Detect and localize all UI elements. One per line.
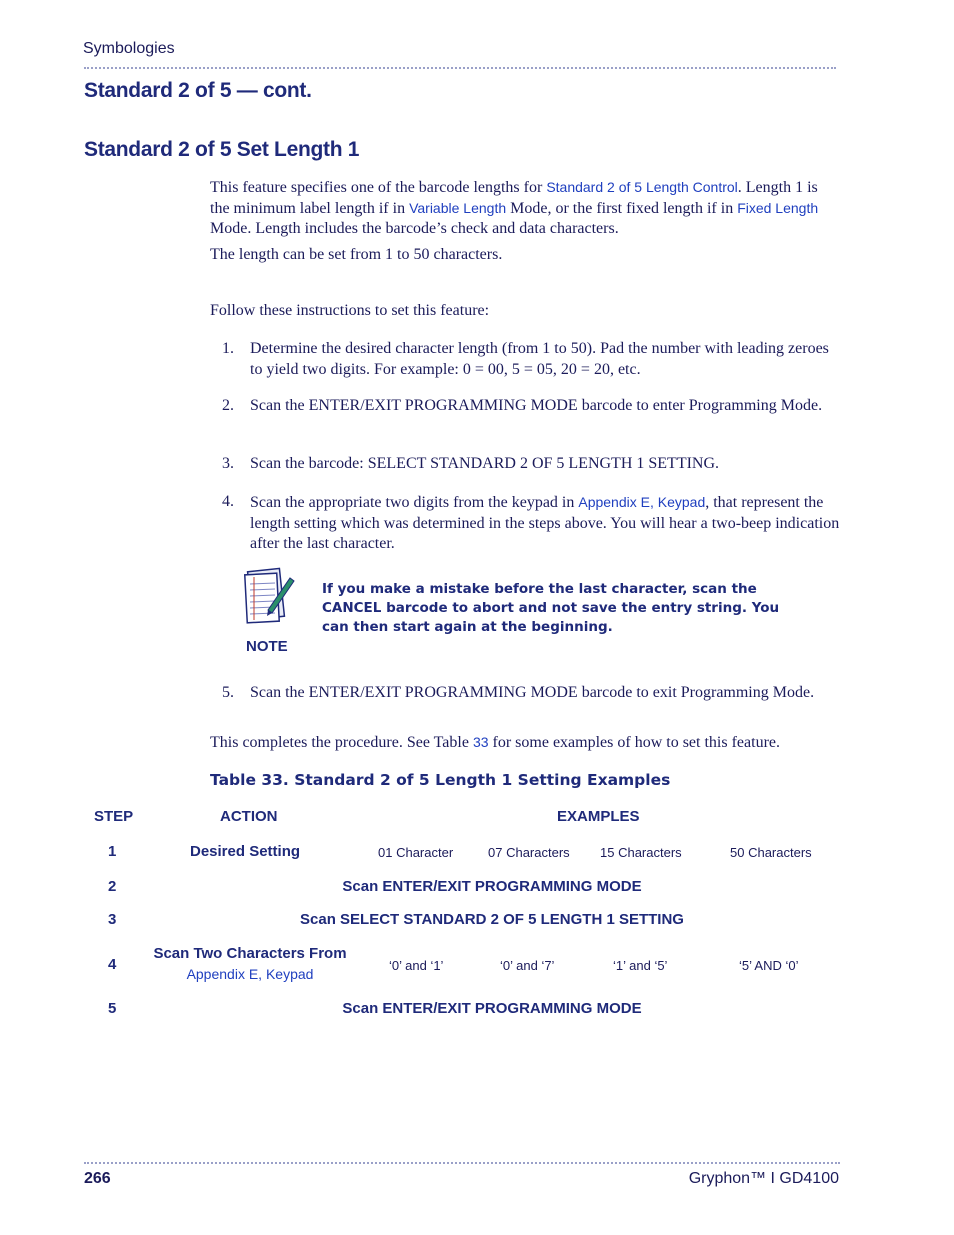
note-label: NOTE xyxy=(246,638,288,655)
range-paragraph: The length can be set from 1 to 50 characters. xyxy=(210,246,503,263)
table-row-4-example-2: ‘0’ and ‘7’ xyxy=(500,958,555,973)
step-text: Scan the ENTER/EXIT PROGRAMMING MODE barcode to exit Programming Mode. xyxy=(250,684,815,701)
table-header-examples: EXAMPLES xyxy=(557,808,640,825)
table-row-1-example-3: 15 Characters xyxy=(600,845,682,860)
section-label: Symbologies xyxy=(83,40,175,57)
heading-feature: Standard 2 of 5 Set Length 1 xyxy=(84,138,360,161)
step-text: Determine the desired character length (from 1 to 50). Pad the number with leading zeroes to yield two digits. For example: 0 = 00, 5 = 05, 20 = 20, etc. xyxy=(250,340,829,378)
table-row-4-example-1: ‘0’ and ‘1’ xyxy=(389,958,444,973)
table-row-1-step: 1 xyxy=(108,843,117,860)
link-length-control[interactable]: Standard 2 of 5 Length Control xyxy=(546,179,738,195)
table-row-4-example-4: ‘5’ AND ‘0’ xyxy=(739,958,799,973)
step-number: 1. xyxy=(222,340,234,357)
table-row-3-action: Scan SELECT STANDARD 2 OF 5 LENGTH 1 SETTING xyxy=(300,911,684,928)
table-row-3-step: 3 xyxy=(108,911,117,928)
table-row-4-step: 4 xyxy=(108,956,117,973)
completion-paragraph xyxy=(210,732,840,753)
table-row-5-action: Scan ENTER/EXIT PROGRAMMING MODE xyxy=(342,1000,642,1017)
table-row-5-step: 5 xyxy=(108,1000,117,1017)
link-variable-length[interactable]: Variable Length xyxy=(409,200,507,216)
link-appendix-keypad-table[interactable]: Appendix E, Keypad xyxy=(186,966,314,982)
step-1 xyxy=(222,339,842,381)
product-name: Gryphon™ I GD4100 xyxy=(688,1170,839,1187)
intro-text-a: This feature specifies one of the barcode lengths for xyxy=(210,179,547,196)
step-3 xyxy=(222,454,842,476)
step-number: 5. xyxy=(222,684,234,701)
link-appendix-keypad[interactable]: Appendix E, Keypad xyxy=(578,494,706,510)
step-text: Scan the barcode: SELECT STANDARD 2 OF 5 LENGTH 1 SETTING. xyxy=(250,455,720,472)
intro-text-c: Mode, or the first fixed length if in xyxy=(506,200,738,217)
step-number: 4. xyxy=(222,493,234,510)
link-table-33[interactable]: 33 xyxy=(472,734,489,750)
heading-cont: Standard 2 of 5 — cont. xyxy=(84,79,312,102)
header-divider xyxy=(84,67,836,69)
step-4 xyxy=(222,492,842,554)
table-title: Table 33. Standard 2 of 5 Length 1 Setting Examples xyxy=(210,771,671,789)
step-2 xyxy=(222,396,842,438)
step-text: Scan the ENTER/EXIT PROGRAMMING MODE barcode to enter Programming Mode. xyxy=(250,397,823,414)
step-number: 2. xyxy=(222,397,234,414)
table-header-action: ACTION xyxy=(220,808,278,825)
table-row-1-example-1: 01 Character xyxy=(378,845,454,860)
completion-text-a: This completes the procedure. See Table xyxy=(210,734,473,751)
table-row-1-example-4: 50 Characters xyxy=(730,845,812,860)
page-number: 266 xyxy=(84,1170,111,1187)
footer-divider xyxy=(84,1162,840,1164)
step-text-b: , that represent the length setting which was determined in the steps above. You will hear a two-beep indication after the last character. xyxy=(250,494,840,552)
step-text-a: Scan the appropriate two digits from the keypad in xyxy=(250,494,579,511)
intro-paragraph xyxy=(210,177,840,239)
intro-text-b: . Length 1 is the minimum label length if in xyxy=(210,179,818,217)
step-number: 3. xyxy=(222,455,234,472)
table-row-4-action: Scan Two Characters From xyxy=(153,945,347,962)
table-row-1-example-2: 07 Characters xyxy=(488,845,570,860)
note-text: If you make a mistake before the last character, scan the CANCEL barcode to abort and not save the entry string. You can then start again at the beginning. xyxy=(322,581,780,635)
table-row-4-example-3: ‘1’ and ‘5’ xyxy=(613,958,668,973)
instructions-paragraph: Follow these instructions to set this feature: xyxy=(210,302,490,319)
step-text xyxy=(250,492,840,555)
link-fixed-length[interactable]: Fixed Length xyxy=(737,200,819,216)
table-row-1-action: Desired Setting xyxy=(190,843,301,860)
table-row-2-action: Scan ENTER/EXIT PROGRAMMING MODE xyxy=(342,878,642,895)
step-5 xyxy=(222,683,842,725)
intro-text-d: Mode. Length includes the barcode’s check and data characters. xyxy=(210,220,619,237)
table-row-4-action-link-wrap xyxy=(140,966,360,982)
table-row-2-step: 2 xyxy=(108,878,117,895)
completion-text-b: for some examples of how to set this feature. xyxy=(488,734,780,751)
table-header-step: STEP xyxy=(94,808,134,825)
note-notepad-icon xyxy=(240,564,298,626)
